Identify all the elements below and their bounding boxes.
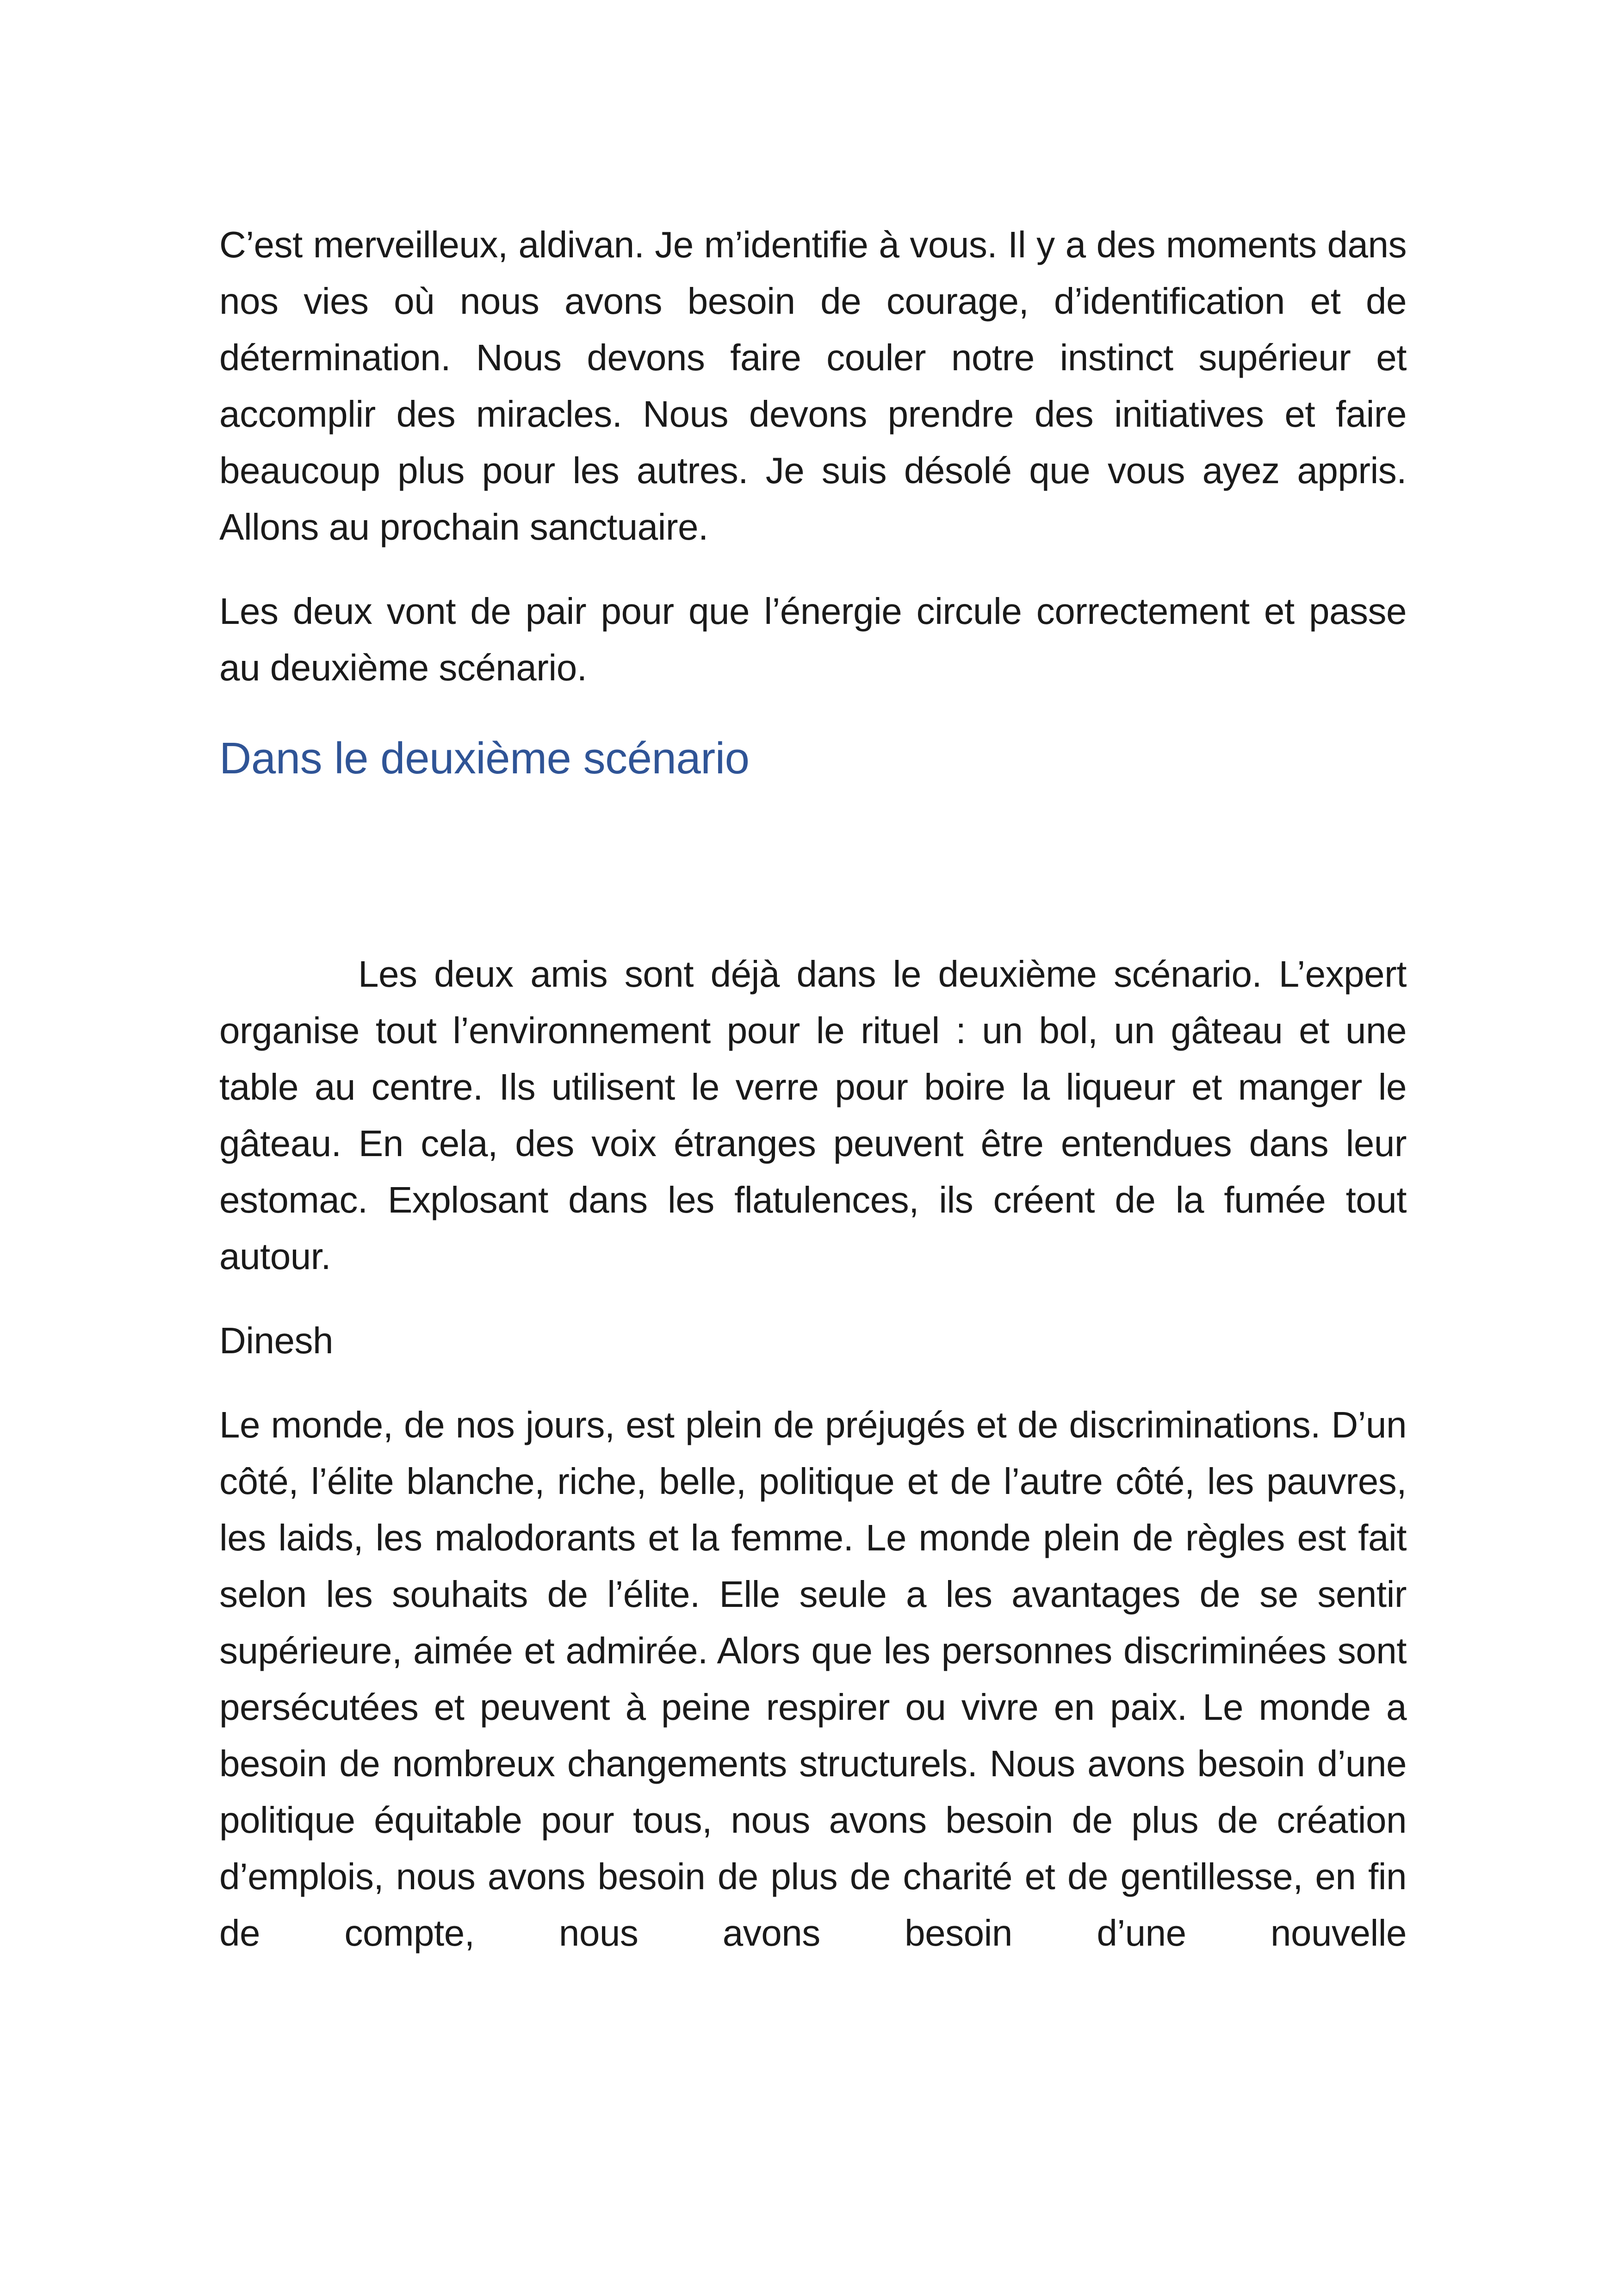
- page-body: [219, 217, 1407, 1961]
- paragraph-transition: Les deux vont de pair pour que l’énergie circule correctement et passe au deuxième scénario.: [219, 591, 1407, 688]
- paragraph-ritual: Les deux amis sont déjà dans le deuxième scénario. L’expert organise tout l’environnement pour le rituel : un bol, un gâteau et une table au centre. Ils utilisent le verre pour boire la liqueur et manger le gâteau. En cela, des voix étranges peuvent être entendues dans leur estomac. Explosant dans les flatulences, ils créent de la fumée tout autour.: [219, 953, 1407, 1277]
- paragraph-dinesh-speech: Le monde, de nos jours, est plein de préjugés et de discriminations. D’un côté, l’élite blanche, riche, belle, politique et de l’autre côté, les pauvres, les laids, les malodorants et la femme. Le monde plein de règles est fait selon les souhaits de l’élite. Elle seule a les avantages de se sentir supérieure, aimée et admirée. Alors que les personnes discriminées sont persécutées et peuvent à peine respirer ou vivre en paix. Le monde a besoin de nombreux changements structurels. Nous avons besoin d’une politique équitable pour tous, nous avons besoin de plus de création d’emplois, nous avons besoin de plus de charité et de gentillesse, en fin de compte, nous avons besoin d’une nouvelle: [219, 1404, 1407, 1954]
- section-heading: Dans le deuxième scénario: [219, 734, 750, 783]
- section-spacer: [219, 789, 1407, 946]
- speaker-name: Dinesh: [219, 1320, 334, 1361]
- paragraph-intro: C’est merveilleux, aldivan. Je m’identifie à vous. Il y a des moments dans nos vies où nous avons besoin de courage, d’identification et de détermination. Nous devons faire couler notre instinct supérieur et accomplir des miracles. Nous devons prendre des initiatives et faire beaucoup plus pour les autres. Je suis désolé que vous ayez appris. Allons au prochain sanctuaire.: [219, 224, 1407, 548]
